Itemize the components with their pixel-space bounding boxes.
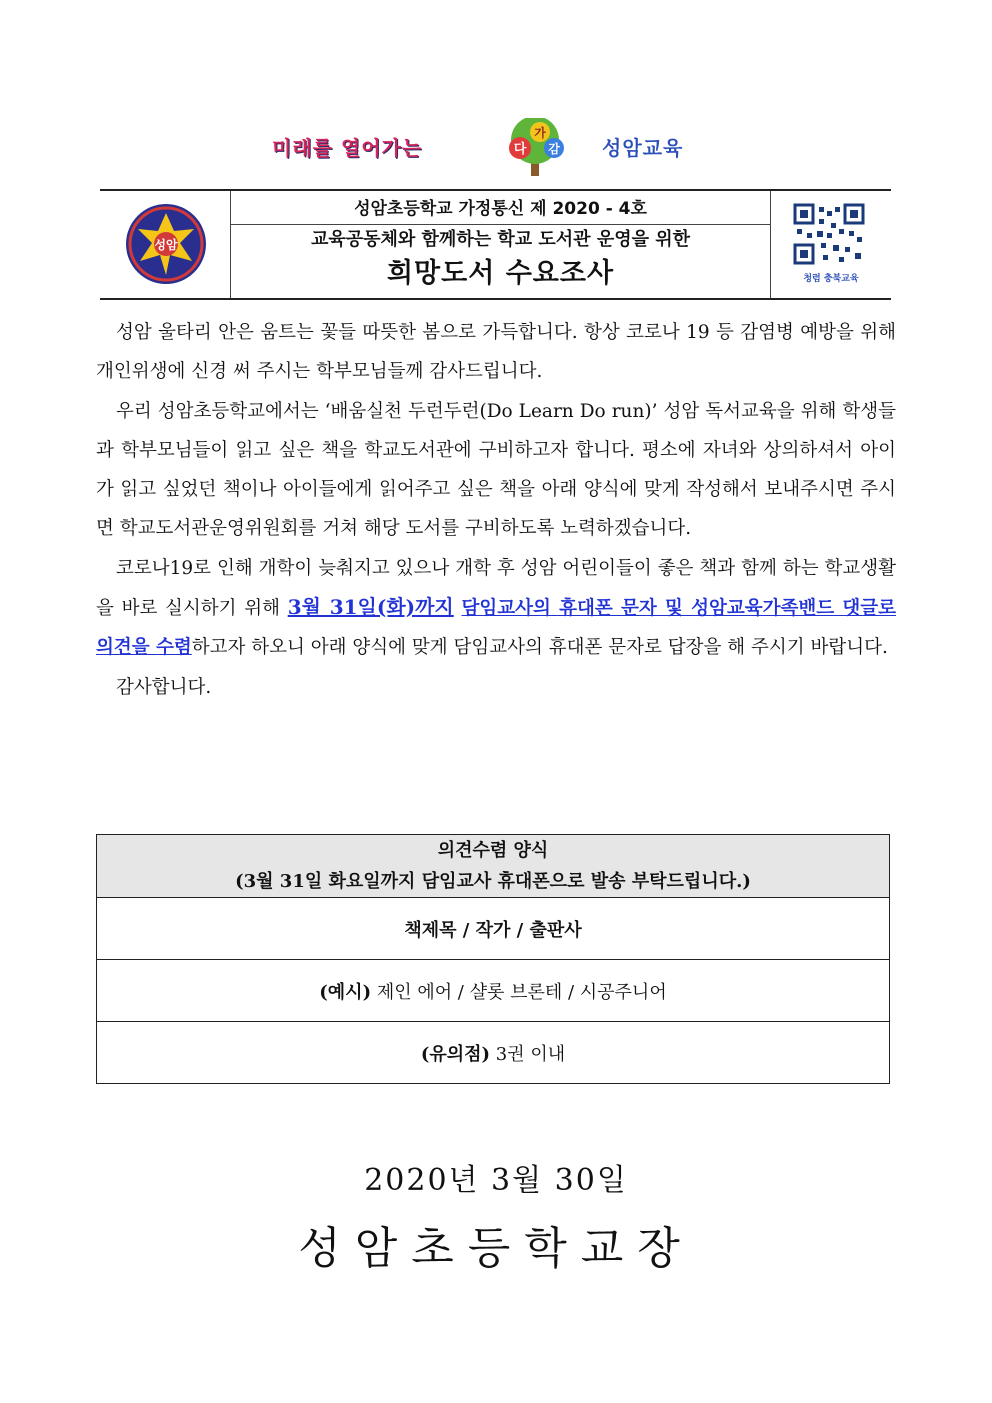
principal-signature: 성암초등학교장 [298, 1223, 694, 1274]
request-intro: 코로나19로 인해 개학이 늦춰지고 있으나 개학 후 성암 어린이들이 좋은 책과 함께 하는 학교생활을 바로 실시하기 위해 [96, 557, 896, 620]
qr-code-icon[interactable] [793, 203, 865, 265]
slogan-right-text: 성암교육 [602, 136, 684, 160]
qr-code-cell [770, 191, 891, 298]
header-subtitle: 교육공동체와 함께하는 학교 도서관 운영을 위한 [310, 229, 691, 250]
form-header-cell [97, 835, 890, 898]
caution-label: (유의점) [420, 1043, 491, 1065]
issue-number: 성암초등학교 가정통신 제 2020 - 4호 [231, 191, 770, 225]
paragraph-request [96, 549, 896, 668]
tree-letter-3: 감 [548, 142, 560, 156]
tree-letter-1: 다 [513, 142, 527, 157]
qr-caption: 청렴 충북교육 [803, 274, 859, 284]
form-fields-cell [97, 898, 890, 960]
newsletter-header [100, 189, 891, 300]
form-caution-cell [97, 1022, 890, 1084]
school-emblem-icon [100, 191, 230, 298]
example-value: 제인 에어 / 샬롯 브론테 / 시공주니어 [371, 981, 667, 1003]
tree-letter-2: 가 [534, 126, 546, 140]
form-note: (3월 31일 화요일까지 담임교사 휴대폰으로 발송 부탁드립니다.) [235, 871, 751, 892]
method-highlight: 담임교사의 휴대폰 문자 및 성암교육가족밴드 댓글로 의견을 수렴 [96, 598, 896, 659]
slogan-left-text: 미래를 열어가는 [272, 136, 423, 160]
opinion-form-table [96, 834, 890, 1084]
page-title: 희망도서 수요조사 [386, 258, 615, 289]
paragraph-purpose: 우리 성암초등학교에서는 ‘배움실천 두런두런(Do Learn Do run)’ 성암 독서교육을 위해 학생들과 학부모님들이 읽고 싶은 책을 학교도서관에 구비하고자 합니다. 평소에 자녀와 상의하셔서 아이가 읽고 싶었던 책이나 아이들에게 읽어주고 싶은 책을 아래 양식에 맞게 작성해서 보내주시면 주시면 학교도서관운영위원회를 거쳐 해당 도서를 구비하도록 노력하겠습니다. [96, 400, 896, 540]
slogan-banner [272, 118, 720, 176]
letter-body [96, 313, 896, 707]
deadline-highlight: 3월 31일(화)까지 [287, 595, 454, 620]
paragraph-thanks: 감사합니다. [116, 676, 212, 698]
form-fields: 책제목 / 작가 / 출판사 [404, 919, 582, 941]
paragraph-greeting: 성암 울타리 안은 움트는 꽃들 따뜻한 봄으로 가득합니다. 항상 코로나 19 등 감염병 예방을 위해 개인위생에 신경 써 주시는 학부모님들께 감사드립니다. [96, 322, 896, 383]
request-rest: 하고자 하오니 아래 양식에 맞게 담임교사의 휴대폰 문자로 답장을 해 주시기 바랍니다. [191, 637, 888, 659]
caution-value: 3권 이내 [490, 1043, 566, 1065]
emblem-text: 성암 [154, 238, 178, 252]
school-emblem-cell [100, 191, 231, 298]
tree-icon [480, 118, 590, 176]
header-text-area [231, 191, 770, 298]
example-label: (예시) [319, 981, 372, 1003]
issue-date: 2020년 3월 30일 [364, 1163, 628, 1198]
form-example-cell [97, 960, 890, 1022]
form-title: 의견수렴 양식 [437, 840, 549, 861]
